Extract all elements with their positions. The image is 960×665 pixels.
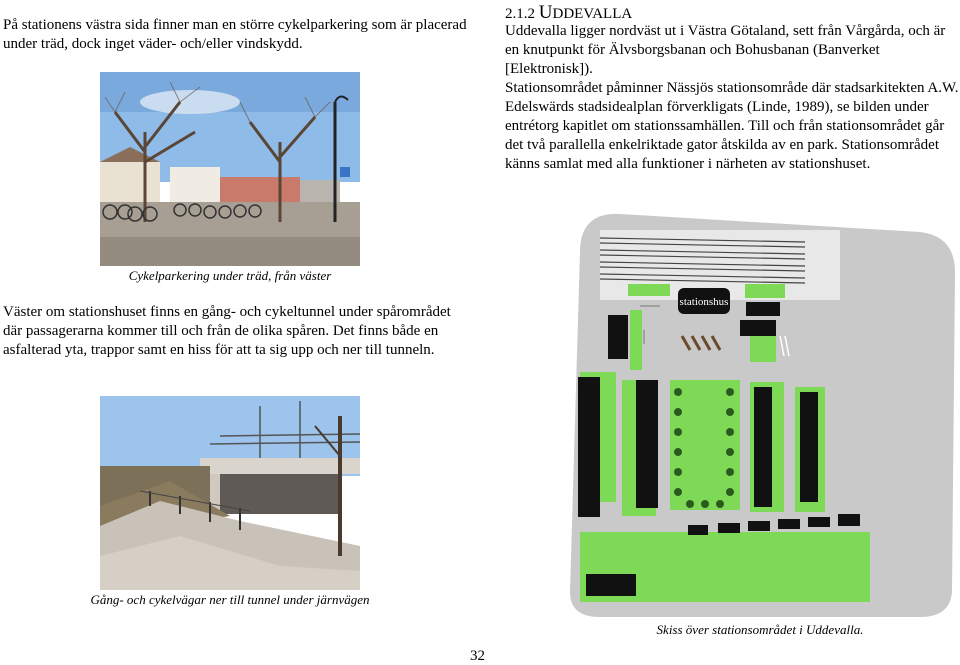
- right-column-text: [505, 22, 960, 174]
- paragraph-uddevalla: Uddevalla ligger nordväst ut i Västra Götaland, sett från Vårgårda, och är en knutpunkt för Älvsborgsbanan och Bohusbanan (Banverket [Elektronisk]).: [505, 23, 946, 77]
- caption-tunnel-path: Gång- och cykelvägar ner till tunnel under järnvägen: [90, 592, 370, 607]
- section-number: 2.1.2: [505, 6, 535, 22]
- section-heading: [505, 2, 632, 24]
- station-area-sketch: [560, 212, 960, 620]
- page-number: 32: [470, 648, 485, 664]
- caption-bicycle-parking: Cykelparkering under träd, från väster: [128, 268, 332, 283]
- photo-tunnel-path: [100, 396, 360, 590]
- caption-sketch: Skiss över stationsområdet i Uddevalla.: [656, 622, 864, 637]
- intro-paragraph: På stationens västra sida finner man en större cykelparkering som är placerad under träd, dock inget väder- och/eller vindskydd.: [3, 17, 467, 52]
- section-title-initial: U: [538, 2, 553, 23]
- tunnel-paragraph: Väster om stationshuset finns en gång- och cykeltunnel under spårområdet där passagerarna kommer till och från de olika spåren. Det finns både en asfalterad yta, trappor samt en hiss för att ta sig upp och ner till tunneln.: [3, 304, 451, 358]
- section-title-rest: DDEVALLA: [552, 6, 633, 22]
- photo-bicycle-parking: [100, 72, 360, 266]
- sketch-label-stationshus: stationshus: [679, 296, 729, 308]
- paragraph-stationsomrade: Stationsområdet påminner Nässjös stationsområde där stadsarkitekten A.W. Edelswärds stadsidealplan förverkligats (Linde, 1989), se bilden under entrétorg kapitlet om stationssamhällen. Till och från stationsområdet går det två parallella enkelriktade gator åtskilda av en park. Stationsområdet känns samlat med alla funktioner i närheten av stationshuset.: [505, 80, 959, 172]
